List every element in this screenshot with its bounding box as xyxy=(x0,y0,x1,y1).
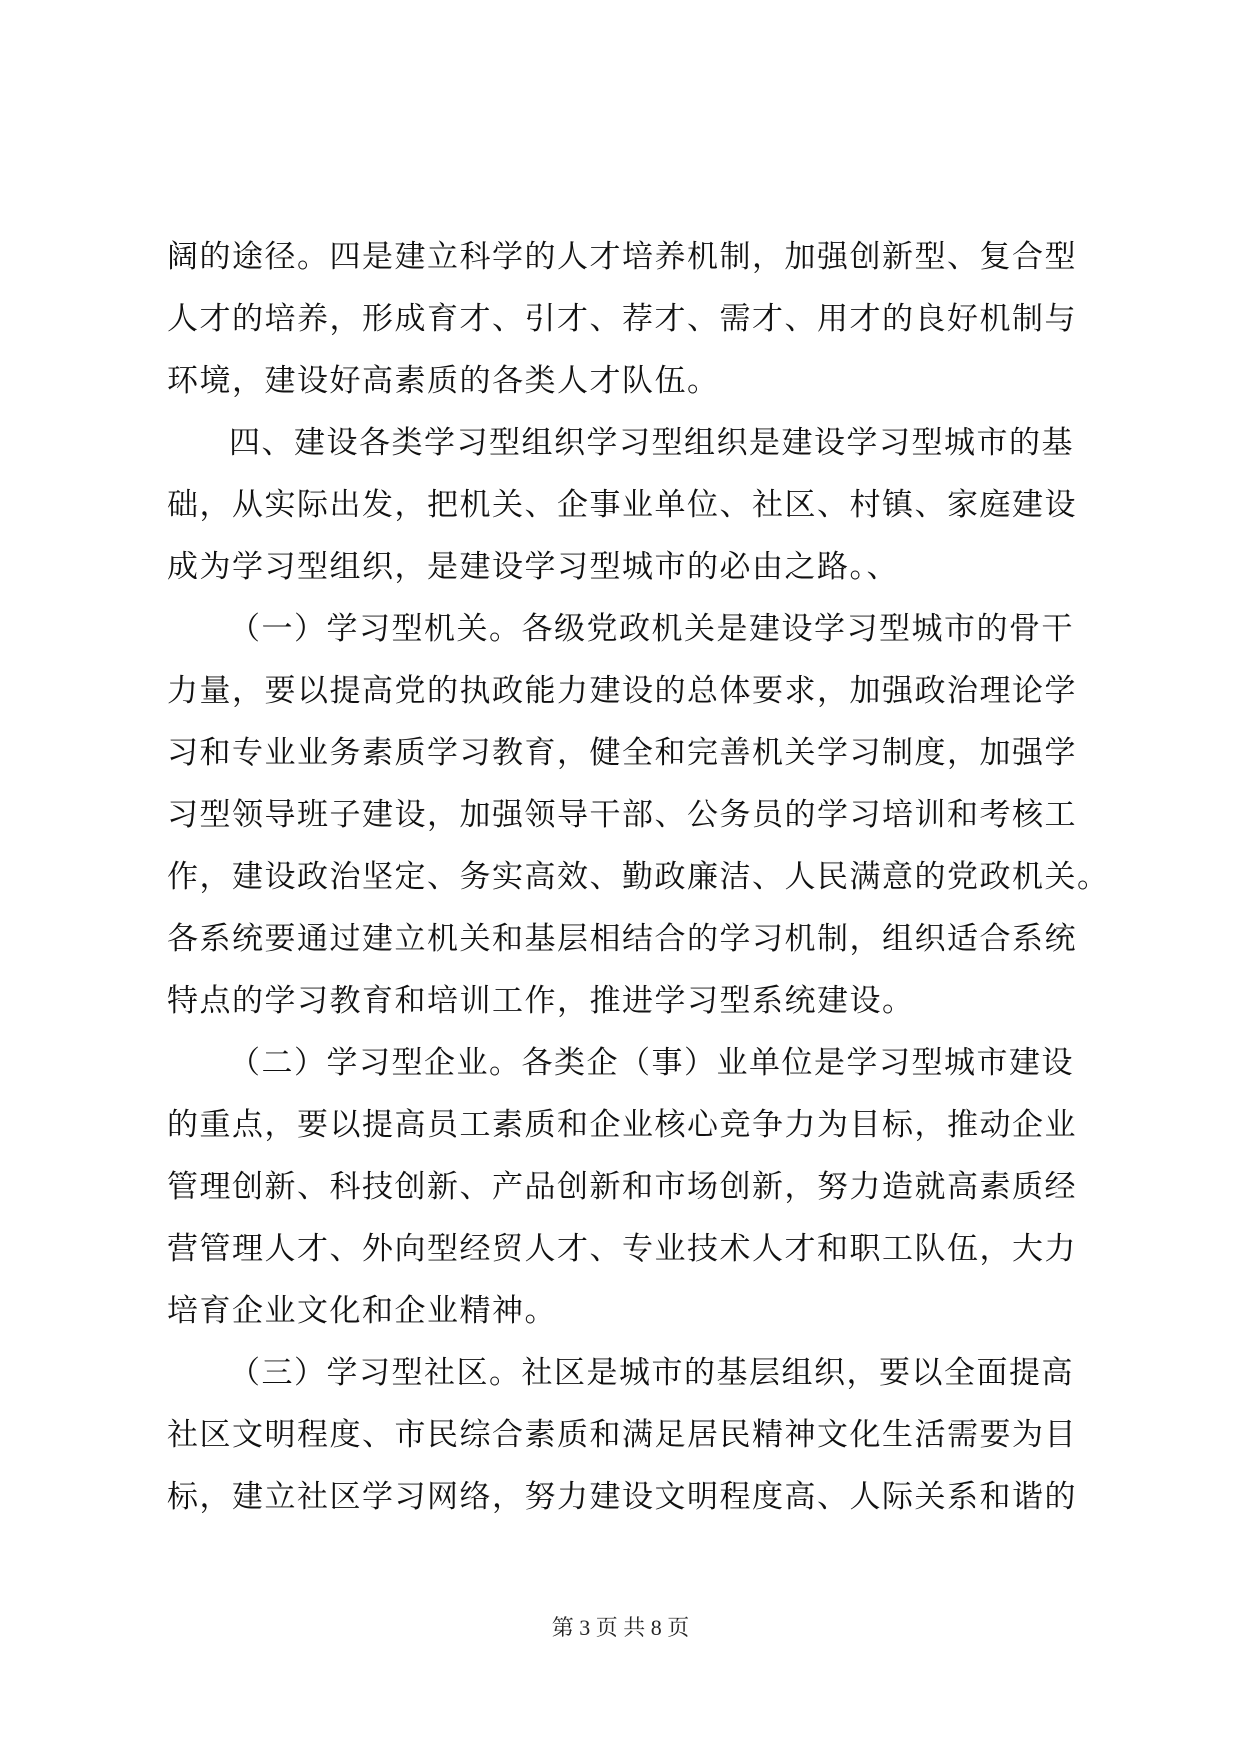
text-line: 培育企业文化和企业精神。 xyxy=(167,1293,557,1329)
text-line: 作，建设政治坚定、务实高效、勤政廉洁、人民满意的党政机关。 xyxy=(167,859,1110,895)
text-line: 力量，要以提高党的执政能力建设的总体要求，加强政治理论学 xyxy=(167,673,1077,709)
text-line: 习和专业业务素质学习教育，健全和完善机关学习制度，加强学 xyxy=(167,735,1077,771)
paragraph-start-line: （二）学习型企业。各类企（事）业单位是学习型城市建设 xyxy=(229,1045,1074,1081)
text-line: 标，建立社区学习网络，努力建设文明程度高、人际关系和谐的 xyxy=(167,1479,1077,1515)
text-line: 环境，建设好高素质的各类人才队伍。 xyxy=(167,363,720,399)
paragraph-start-line: （一）学习型机关。各级党政机关是建设学习型城市的骨干 xyxy=(229,611,1074,647)
text-line: 阔的途径。四是建立科学的人才培养机制，加强创新型、复合型 xyxy=(167,239,1077,275)
text-line: 人才的培养，形成育才、引才、荐才、需才、用才的良好机制与 xyxy=(167,301,1077,337)
text-line: 成为学习型组织，是建设学习型城市的必由之路。、 xyxy=(167,549,899,585)
body-text xyxy=(167,226,1110,1528)
paragraph-start-line: （三）学习型社区。社区是城市的基层组织，要以全面提高 xyxy=(229,1355,1074,1391)
text-line: 的重点，要以提高员工素质和企业核心竞争力为目标，推动企业 xyxy=(167,1107,1077,1143)
text-line: 习型领导班子建设，加强领导干部、公务员的学习培训和考核工 xyxy=(167,797,1077,833)
page-footer: 第 3 页 共 8 页 xyxy=(551,1615,690,1640)
text-line: 社区文明程度、市民综合素质和满足居民精神文化生活需要为目 xyxy=(167,1417,1077,1453)
text-line: 管理创新、科技创新、产品创新和市场创新，努力造就高素质经 xyxy=(167,1169,1077,1205)
text-line: 各系统要通过建立机关和基层相结合的学习机制，组织适合系统 xyxy=(167,921,1077,957)
paragraph-start-line: 四、建设各类学习型组织学习型组织是建设学习型城市的基 xyxy=(229,425,1074,461)
text-line: 营管理人才、外向型经贸人才、专业技术人才和职工队伍，大力 xyxy=(167,1231,1077,1267)
text-line: 础，从实际出发，把机关、企事业单位、社区、村镇、家庭建设 xyxy=(167,487,1077,523)
text-line: 特点的学习教育和培训工作，推进学习型系统建设。 xyxy=(167,983,915,1019)
